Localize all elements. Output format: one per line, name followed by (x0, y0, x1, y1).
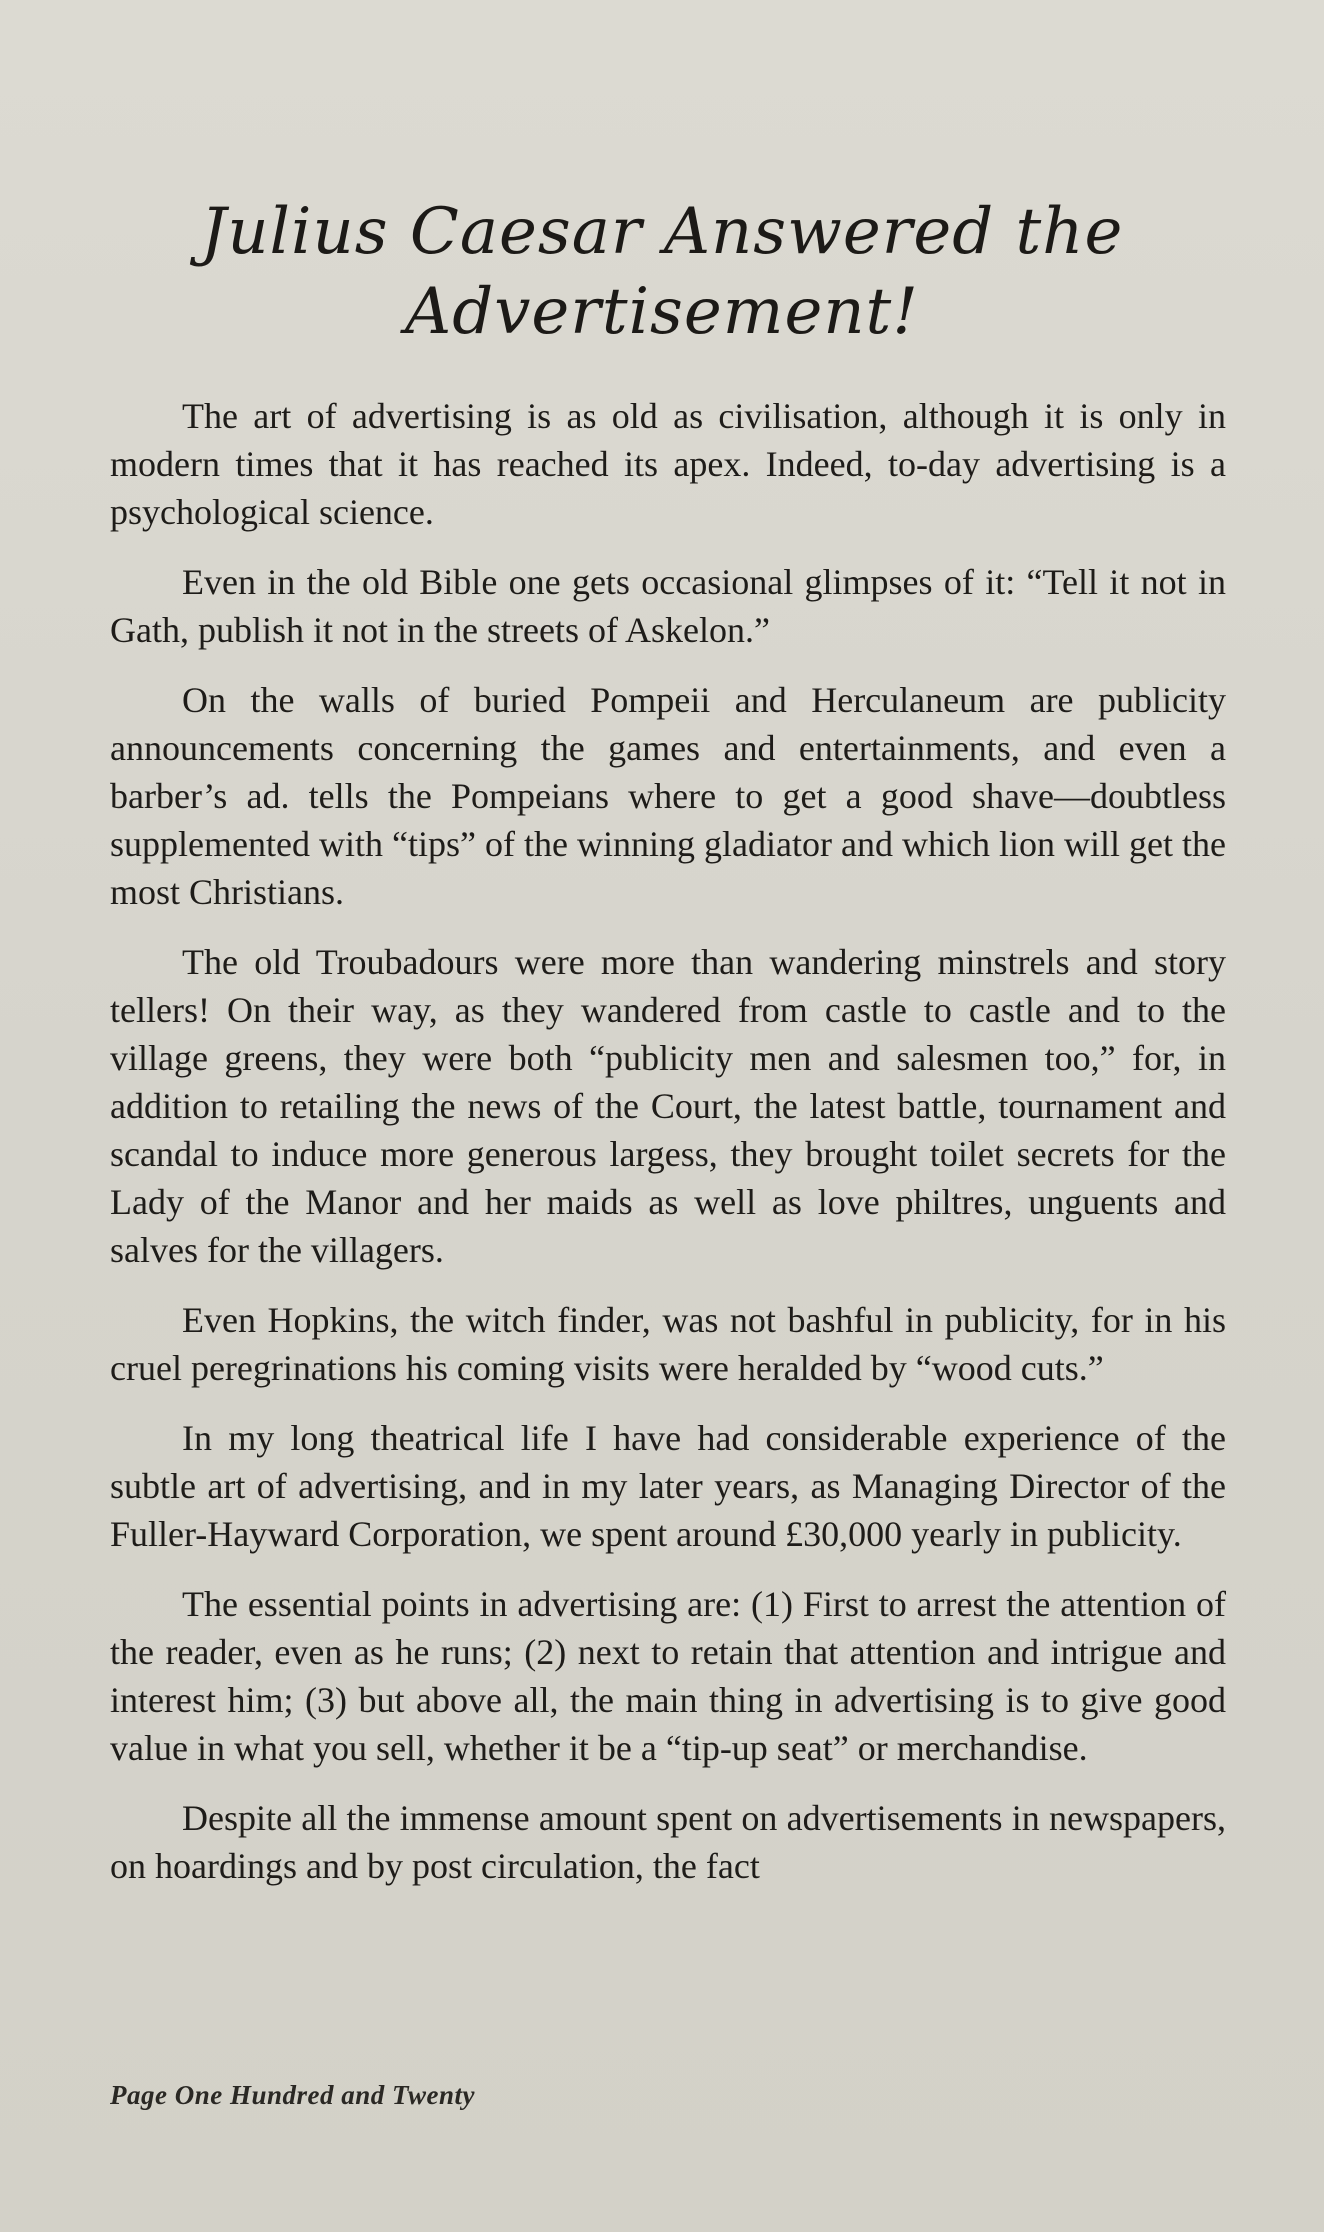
paragraph: Even in the old Bible one gets occasional glimpses of it: “Tell it not in Gath, publish it not in the streets of Askelon.” (110, 562, 1226, 650)
paragraph: Despite all the immense amount spent on advertisements in newspapers, on hoardings and by post circulation, the fact (110, 1798, 1226, 1886)
page-title: Julius Caesar Answered the Advertisement! (200, 195, 1124, 349)
paragraph: In my long theatrical life I have had considerable experience of the subtle art of advertising, and in my later years, as Managing Director of the Fuller-Hayward Corporation, we spent around £30,000 yearly in publicity. (110, 1418, 1226, 1554)
paragraph: The essential points in advertising are: (1) First to arrest the attention of the reader, even as he runs; (2) next to retain that attention and intrigue and interest him; (3) but above all, the main thing in advertising is to give good value in what you sell, whether it be a “tip-up seat” or merchandise. (110, 1584, 1226, 1768)
paragraph: On the walls of buried Pompeii and Herculaneum are publicity announcements concerning the games and entertainments, and even a barber’s ad. tells the Pompeians where to get a good shave—doubtless supplemented with “tips” of the winning gladiator and which lion will get the most Christians. (110, 680, 1226, 912)
page-footer: Page One Hundred and Twenty (110, 2080, 476, 2110)
body-text (110, 392, 1226, 1912)
paragraph: Even Hopkins, the witch finder, was not bashful in publicity, for in his cruel peregrinations his coming visits were heralded by “wood cuts.” (110, 1300, 1226, 1388)
paragraph: The art of advertising is as old as civilisation, although it is only in modern times that it has reached its apex. Indeed, to-day advertising is a psychological science. (110, 396, 1226, 532)
paragraph: The old Troubadours were more than wandering minstrels and story tellers! On their way, as they wandered from castle to castle and to the village greens, they were both “publicity men and salesmen too,” for, in addition to retailing the news of the Court, the latest battle, tournament and scandal to induce more generous largess, they brought toilet secrets for the Lady of the Manor and her maids as well as love philtres, unguents and salves for the villagers. (110, 942, 1226, 1270)
